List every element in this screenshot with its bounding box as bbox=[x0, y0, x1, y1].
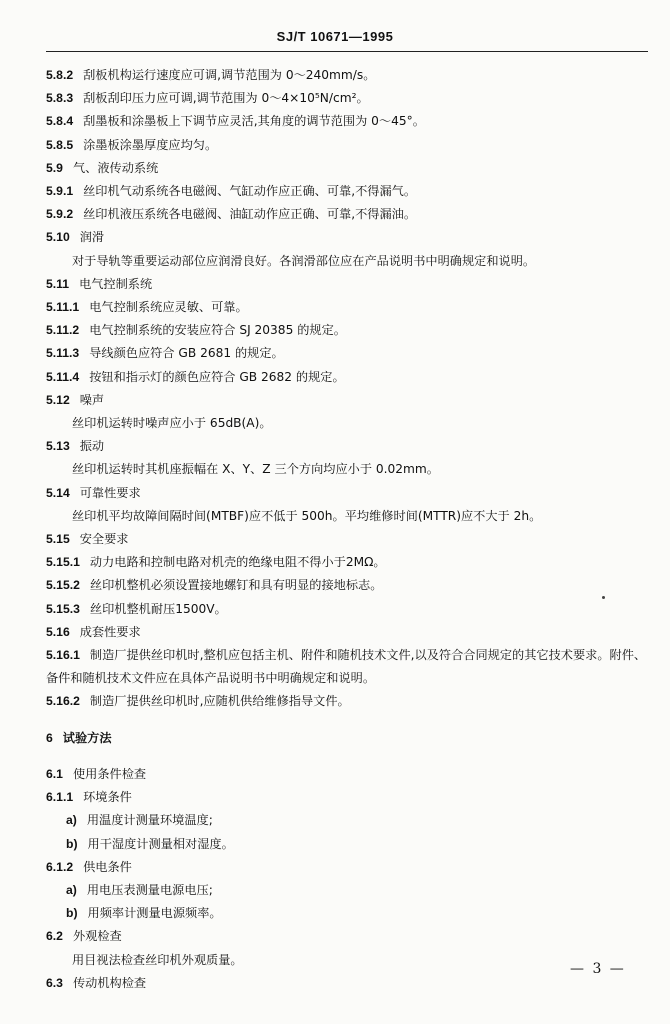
clause-number: 6.1.2 bbox=[46, 859, 74, 874]
clause-text: 润滑 bbox=[79, 230, 105, 245]
clause-text: 用干湿度计测量相对湿度。 bbox=[87, 836, 234, 851]
clause-line bbox=[46, 925, 652, 948]
clause-text: 噪声 bbox=[79, 392, 105, 407]
clause-text: 对于导轨等重要运动部位应润滑良好。各润滑部位应在产品说明书中明确规定和说明。 bbox=[72, 253, 536, 268]
clause-text: 使用条件检查 bbox=[72, 766, 147, 781]
scan-speck bbox=[602, 596, 605, 599]
clause-text: 振动 bbox=[79, 439, 105, 454]
clause-text: 用温度计测量环境温度; bbox=[86, 813, 213, 828]
clause-number: 5.15.2 bbox=[46, 578, 80, 593]
clause-text: 供电条件 bbox=[83, 859, 132, 874]
clause-line bbox=[46, 621, 652, 644]
clause-line bbox=[46, 180, 652, 203]
clause-text: 丝印机运转时噪声应小于 65dB(A)。 bbox=[72, 416, 272, 431]
clause-line bbox=[46, 458, 652, 481]
clause-line bbox=[46, 226, 652, 249]
clause-number: 5.11.1 bbox=[46, 300, 80, 315]
clause-number: 5.15 bbox=[46, 532, 70, 547]
clause-number: 6.3 bbox=[46, 975, 63, 990]
clause-text: 外观检查 bbox=[72, 929, 122, 944]
clause-line bbox=[46, 435, 652, 458]
clause-number: 5.11 bbox=[46, 276, 70, 291]
clause-number: 5.8.5 bbox=[46, 137, 74, 152]
clause-text: 刮墨板和涂墨板上下调节应灵活,其角度的调节范围为 0～45°。 bbox=[83, 114, 425, 129]
clause-number: 6.2 bbox=[46, 929, 63, 944]
clause-line bbox=[46, 902, 652, 925]
clause-line bbox=[46, 574, 652, 597]
clause-number: 5.10 bbox=[46, 230, 70, 245]
clause-text: 丝印机平均故障间隔时间(MTBF)应不低于 500h。平均维修时间(MTTR)应不大于 2h。 bbox=[72, 508, 542, 523]
clause-text: 试验方法 bbox=[62, 730, 112, 745]
clause-line bbox=[46, 203, 652, 226]
clause-text: 刮板刮印压力应可调,调节范围为 0～4×10⁵N/cm²。 bbox=[83, 91, 369, 106]
clause-line bbox=[46, 972, 652, 995]
clause-number: 5.15.3 bbox=[46, 601, 80, 616]
clause-text: 用电压表测量电源电压; bbox=[86, 882, 213, 897]
clause-number: 5.16.2 bbox=[46, 694, 80, 709]
clause-line bbox=[46, 809, 652, 832]
clause-number: 5.9 bbox=[46, 160, 63, 175]
clause-number: 6.1 bbox=[46, 766, 63, 781]
clause-text: 传动机构检查 bbox=[72, 975, 147, 990]
clause-number: a) bbox=[66, 882, 77, 897]
clause-line bbox=[46, 342, 652, 365]
document-body bbox=[46, 64, 652, 995]
clause-line bbox=[46, 833, 652, 856]
clause-line bbox=[46, 763, 652, 786]
clause-text: 丝印机液压系统各电磁阀、油缸动作应正确、可靠,不得漏油。 bbox=[83, 207, 417, 222]
clause-number: b) bbox=[66, 836, 78, 851]
page-number: — 3 — bbox=[570, 961, 626, 977]
clause-text: 刮板机构运行速度应可调,调节范围为 0～240mm/s。 bbox=[83, 68, 376, 82]
clause-number: 5.8.4 bbox=[46, 114, 74, 129]
clause-line bbox=[46, 157, 652, 180]
clause-number: 5.8.2 bbox=[46, 68, 74, 82]
clause-text: 动力电路和控制电路对机壳的绝缘电阻不得小于2MΩ。 bbox=[89, 555, 386, 570]
clause-line bbox=[46, 110, 652, 133]
clause-line bbox=[46, 250, 652, 273]
clause-line bbox=[46, 389, 652, 412]
chapter-heading bbox=[46, 727, 652, 750]
clause-text: 涂墨板涂墨厚度应均匀。 bbox=[83, 137, 218, 152]
clause-number: 5.11.2 bbox=[46, 323, 80, 338]
clause-text: 电气控制系统的安装应符合 SJ 20385 的规定。 bbox=[89, 323, 346, 338]
clause-line bbox=[46, 786, 652, 809]
clause-text: 导线颜色应符合 GB 2681 的规定。 bbox=[89, 346, 284, 361]
clause-text: 安全要求 bbox=[79, 532, 129, 547]
clause-text: 用频率计测量电源频率。 bbox=[87, 906, 222, 921]
clause-line bbox=[46, 879, 652, 902]
clause-line bbox=[46, 551, 652, 574]
clause-text: 可靠性要求 bbox=[79, 485, 141, 500]
clause-number: 5.9.2 bbox=[46, 207, 74, 222]
clause-number: 5.15.1 bbox=[46, 555, 80, 570]
clause-line bbox=[46, 482, 652, 505]
clause-number: 5.12 bbox=[46, 392, 70, 407]
clause-number: 5.14 bbox=[46, 485, 70, 500]
clause-text: 成套性要求 bbox=[79, 624, 141, 639]
clause-line bbox=[46, 134, 652, 157]
clause-line bbox=[46, 412, 652, 435]
clause-number: 5.13 bbox=[46, 439, 70, 454]
clause-line bbox=[46, 644, 652, 690]
clause-number: 5.9.1 bbox=[46, 184, 74, 199]
clause-number: a) bbox=[66, 813, 77, 828]
clause-line bbox=[46, 319, 652, 342]
clause-line bbox=[46, 87, 652, 110]
clause-line bbox=[46, 949, 652, 972]
clause-text: 环境条件 bbox=[83, 790, 132, 805]
clause-line bbox=[46, 856, 652, 879]
standard-code: SJ/T 10671—1995 bbox=[276, 29, 394, 44]
clause-text: 用目视法检查丝印机外观质量。 bbox=[72, 952, 243, 967]
clause-line bbox=[46, 366, 652, 389]
clause-line bbox=[46, 64, 652, 87]
clause-text: 电气控制系统应灵敏、可靠。 bbox=[89, 300, 248, 315]
clause-number: 5.11.3 bbox=[46, 346, 80, 361]
clause-text: 制造厂提供丝印机时,应随机供给维修指导文件。 bbox=[89, 694, 350, 709]
clause-text: 气、液传动系统 bbox=[72, 160, 159, 175]
clause-text: 电气控制系统 bbox=[79, 276, 153, 291]
clause-number: 6 bbox=[46, 730, 53, 745]
clause-text: 丝印机运转时其机座振幅在 X、Y、Z 三个方向均应小于 0.02mm。 bbox=[72, 462, 439, 477]
clause-line bbox=[46, 598, 652, 621]
clause-number: 5.11.4 bbox=[46, 369, 80, 384]
clause-text: 丝印机整机必须设置接地螺钉和具有明显的接地标志。 bbox=[89, 578, 383, 593]
clause-number: 5.16 bbox=[46, 624, 70, 639]
header-rule bbox=[46, 51, 648, 52]
clause-number: 5.16.1 bbox=[46, 648, 80, 663]
clause-line bbox=[46, 505, 652, 528]
clause-number: 6.1.1 bbox=[46, 790, 74, 805]
clause-line bbox=[46, 273, 652, 296]
clause-text: 丝印机整机耐压1500V。 bbox=[89, 601, 227, 616]
clause-number: b) bbox=[66, 906, 78, 921]
clause-line bbox=[46, 690, 652, 713]
clause-text: 制造厂提供丝印机时,整机应包括主机、附件和随机技术文件,以及符合合同规定的其它技术要求。附件、备件和随机技术文件应在具体产品说明书中明确规定和说明。 bbox=[46, 648, 647, 686]
clause-text: 丝印机气动系统各电磁阀、气缸动作应正确、可靠,不得漏气。 bbox=[83, 184, 417, 199]
clause-text: 按钮和指示灯的颜色应符合 GB 2682 的规定。 bbox=[89, 369, 345, 384]
clause-number: 5.8.3 bbox=[46, 91, 74, 106]
clause-line bbox=[46, 528, 652, 551]
clause-line bbox=[46, 296, 652, 319]
